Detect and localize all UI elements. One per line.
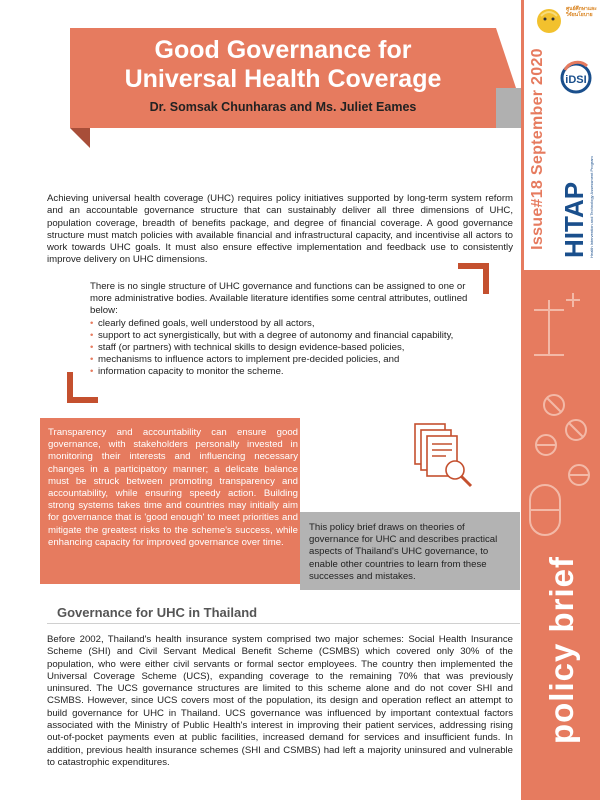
idsi-logo-icon <box>553 50 599 110</box>
document-magnifier-icon <box>405 420 480 495</box>
title-fold-right <box>496 28 516 88</box>
issue-label: Issue#18 September 2020 <box>529 48 546 250</box>
svg-text:iDSI: iDSI <box>565 74 587 86</box>
lemon-logo-text: ศูนย์ศึกษาและวิจัยนโยบาย <box>566 6 597 18</box>
list-item: • clearly defined goals, well understood by all actors, <box>90 318 470 330</box>
attributes-lead: There is no single structure of UHC governance and functions can be assigned to one or more administrative bodies. Available literature identifies some central attributes, outlined below: <box>90 281 468 317</box>
authors: Dr. Somsak Chunharas and Ms. Juliet Eames <box>149 100 417 114</box>
list-item: • information capacity to monitor the scheme. <box>90 366 470 378</box>
list-item: • mechanisms to influence actors to implement pre-decided policies, and <box>90 354 470 366</box>
attributes-list <box>90 318 470 379</box>
section-title: Governance for UHC in Thailand <box>57 605 258 620</box>
section-divider <box>47 623 520 624</box>
svg-text:HITAP: HITAP <box>559 181 589 258</box>
attributes-block <box>90 281 470 379</box>
section-body: Before 2002, Thailand's health insurance system comprised two major schemes: Social Health Insurance Scheme (SHI) and Civil Servant Medical Benefit Scheme (CSMBS) which covered only 30% of the population, who were either civil servants or formal sector employees. The country then implemented the Universal Coverage Scheme (UCS), expanding coverage to the remaining 70% that was previously uninsured. The UCS governance structures are limited to this scheme alone and do not cover SHI and CSMBS. However, since UCS covers most of the population, its design and operation reflect an attempt to build governance for UHC in Thailand. UCS governance was influenced by important contextual factors associated with the Ministry of Public Health's interest in improving their patient services, addressing rising out-of-pocket payments even at public facilities, increased demand for services and insufficient funds. In addition, previous health insurance schemes (SHI and CSMBS) had left a majority uninsured and vulnerable to catastrophic expenditures. <box>47 634 513 768</box>
list-item: • support to act synergistically, but with a degree of autonomy and financial capability, <box>90 330 470 342</box>
policy-brief-label: policy brief <box>543 555 580 745</box>
intro-paragraph: Achieving universal health coverage (UHC) requires policy initiatives supported by long-term system reform and an accountable governance structure that can sustainably deliver all three dimensions of UHC, population coverage, breadth of benefits package, and degree of financial coverage. A good governance structure must match policies with available financial and infrastructural capacity, and incentivise all actors to work towards UHC goals. It must also ensure effective implementation and feedback use to consistently improve delivery on UHC dimensions. <box>47 193 513 266</box>
svg-text:Health Intervention and Techno: Health Intervention and Technology Assessment Program <box>589 156 594 258</box>
title-fold-left <box>70 128 90 148</box>
list-item: • staff (or partners) with technical skills to design evidence-based policies, <box>90 342 470 354</box>
decorative-pill-icons <box>524 280 600 540</box>
header-fold-right <box>495 88 521 128</box>
page-title: Good Governance for Universal Health Coverage <box>124 36 442 93</box>
callout-orange-text: Transparency and accountability can ensure good governance, with stakeholders personally invested in monitoring their interests and influencing necessary changes in a participatory manner; a delicate balance must be struck between promoting transparency and accountability, while ensuring speedy action. Building strong systems takes time and countries may initially aim for governance that is 'good enough' to meet priorities and mitigate the greatest risks to the scheme's success, while enhancing capacity for improved governance over time. <box>48 427 298 548</box>
hitap-logo-icon <box>555 130 597 260</box>
callout-gray-text: This policy brief draws on theories of governance for UHC and describes practical aspects of Thailand's UHC governance, to enable other countries to learn from these successes and mistakes. <box>309 522 498 582</box>
